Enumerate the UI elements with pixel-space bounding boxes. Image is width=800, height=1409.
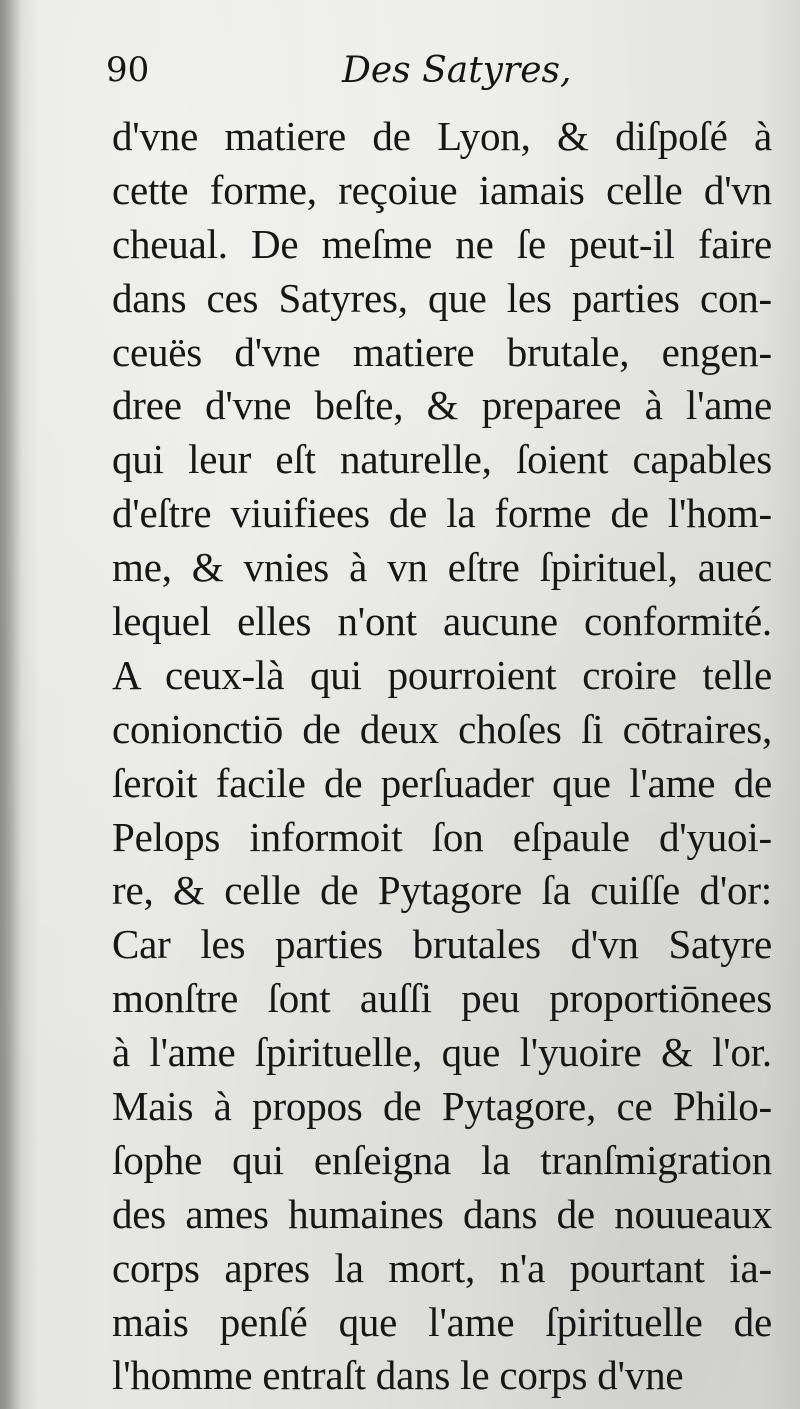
text-line: l'homme entraſt dans le corps d'vne: [112, 1352, 684, 1399]
text-line: dans ces Satyres, que les parties con-: [112, 274, 772, 321]
text-line: mais penſé que l'ame ſpirituelle de: [112, 1298, 772, 1345]
body-text: [112, 110, 772, 1403]
text-line: d'vne matiere de Lyon, & diſpoſé à: [112, 113, 772, 159]
text-line: dree d'vne beſte, & preparee à l'ame: [112, 382, 772, 429]
page-header: [106, 50, 766, 110]
text-line: Mais à propos de Pytagore, ce Philo-: [112, 1083, 772, 1130]
text-line: ceuës d'vne matiere brutale, engen-: [112, 328, 772, 375]
text-line: Car les parties brutales d'vn Satyre: [112, 921, 772, 968]
running-title: Des Satyres,: [342, 50, 572, 91]
text-line: des ames humaines dans de nouueaux: [112, 1190, 772, 1237]
text-line: corps apres la mort, n'a pourtant ia-: [112, 1244, 772, 1291]
text-line: cette forme, reçoiue iamais celle d'vn: [112, 166, 772, 213]
text-line: ſeroit facile de perſuader que l'ame de: [112, 759, 772, 806]
text-line: re, & celle de Pytagore ſa cuiſſe d'or:: [112, 867, 772, 914]
text-line: cheual. De meſme ne ſe peut-il faire: [112, 220, 772, 267]
text-line: à l'ame ſpirituelle, que l'yuoire & l'or.: [112, 1029, 772, 1076]
binding-shadow: [0, 0, 22, 1409]
text-line: ſophe qui enſeigna la tranſmigration: [112, 1136, 772, 1183]
text-line: conionctiō de deux choſes ſi cōtraires,: [112, 705, 772, 752]
text-line: Pelops informoit ſon eſpaule d'yuoi-: [112, 813, 772, 860]
page-number: 90: [106, 50, 150, 90]
text-line: lequel elles n'ont aucune conformité.: [112, 598, 772, 645]
text-line: me, & vnies à vn eſtre ſpirituel, auec: [112, 544, 772, 591]
text-line: d'eſtre viuifiees de la forme de l'hom-: [112, 490, 772, 537]
text-line: qui leur eſt naturelle, ſoient capables: [112, 436, 772, 483]
text-line: monſtre ſont auſſi peu proportiōnees: [112, 975, 772, 1022]
text-line: A ceux-là qui pourroient croire telle: [112, 651, 772, 698]
